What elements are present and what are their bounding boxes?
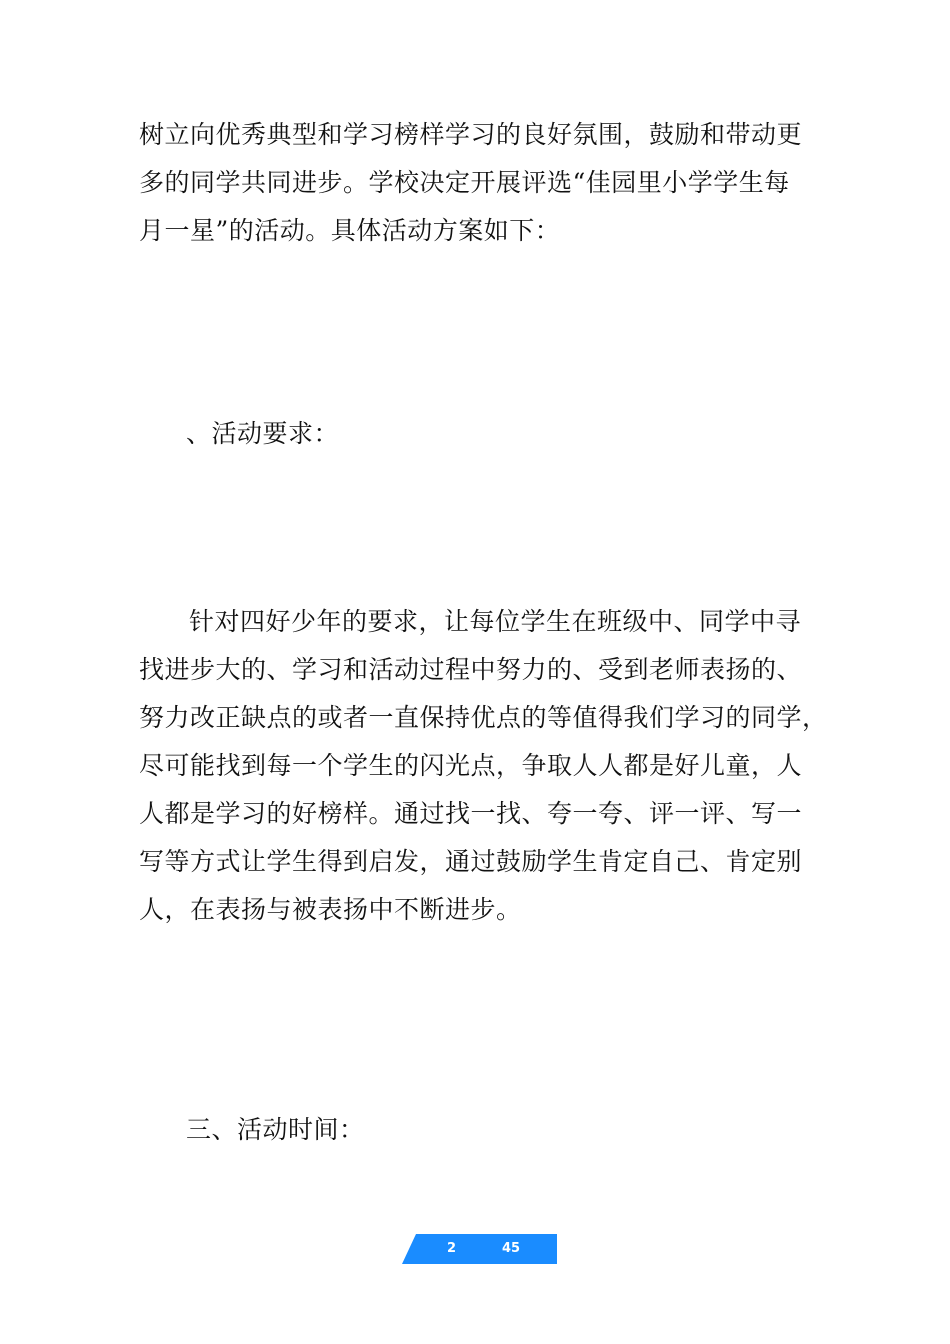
page-total-number: 45 [502, 1241, 521, 1256]
section-heading-requirements: 、活动要求： [186, 419, 340, 448]
text-line: 多的同学共同进步。学校决定开展评选“佳园里小学学生每 [139, 168, 790, 197]
text-line: 找进步大的、学习和活动过程中努力的、受到老师表扬的、 [139, 655, 803, 684]
page-number-badge [402, 1234, 557, 1264]
page-badge-shape [402, 1234, 557, 1264]
intro-paragraph [139, 111, 829, 255]
text-line: 努力改正缺点的或者一直保持优点的等值得我们学习的同学， [139, 703, 828, 732]
text-line: 人都是学习的好榜样。通过找一找、夸一夸、评一评、写一 [139, 799, 803, 828]
section-heading-time: 三、活动时间： [186, 1115, 365, 1144]
text-line: 写等方式让学生得到启发，通过鼓励学生肯定自己、肯定别 [139, 847, 803, 876]
text-line: 针对四好少年的要求，让每位学生在班级中、同学中寻 [189, 607, 802, 636]
text-line: 树立向优秀典型和学习榜样学习的良好氛围，鼓励和带动更 [139, 120, 803, 149]
requirements-paragraph [139, 598, 829, 934]
text-line: 尽可能找到每一个学生的闪光点，争取人人都是好儿童，人 [139, 751, 803, 780]
text-line: 月一星”的活动。具体活动方案如下： [139, 216, 561, 245]
text-line: 人，在表扬与被表扬中不断进步。 [139, 895, 522, 924]
page-current-number: 2 [447, 1241, 457, 1256]
